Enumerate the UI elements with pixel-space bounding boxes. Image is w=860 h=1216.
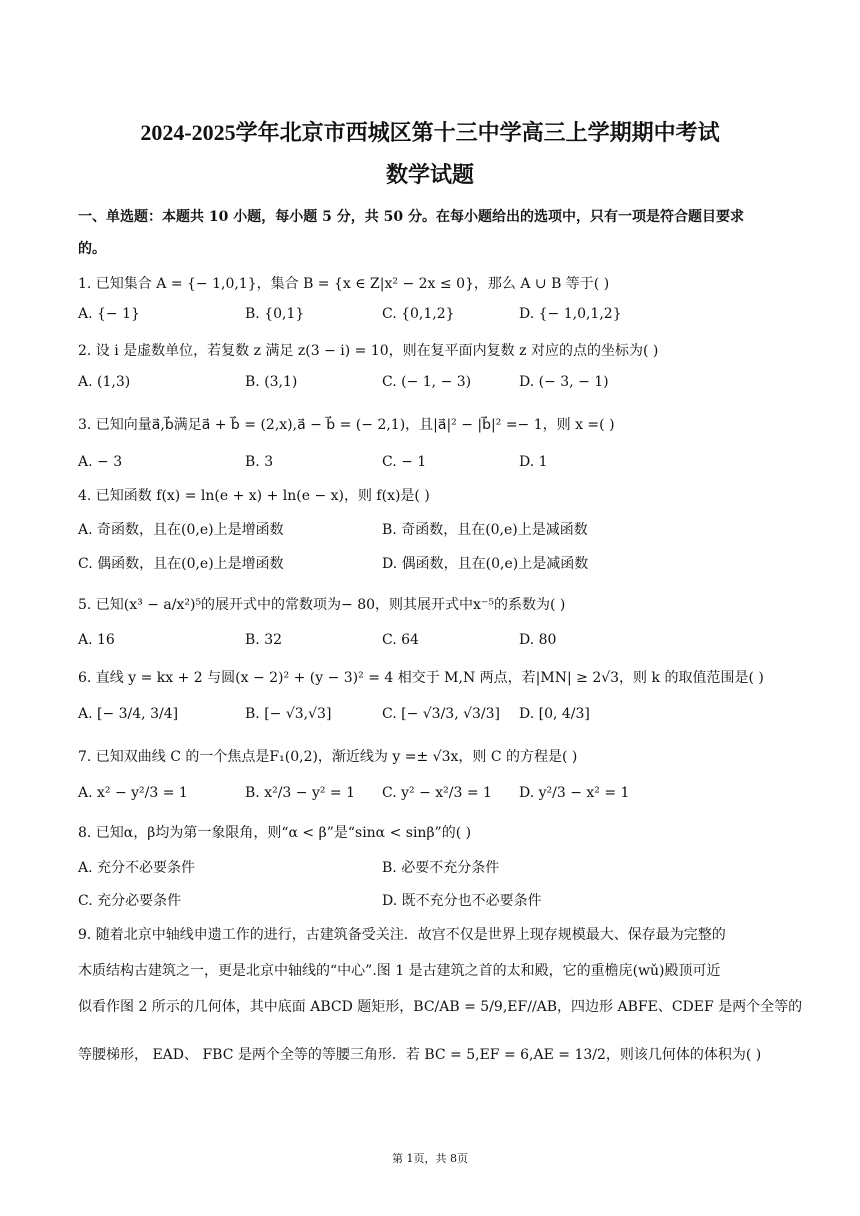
question-7-stem: 7. 已知双曲线 C 的一个焦点是F₁(0,2)，渐近线为 y =± √3x，则 C 的方程是( ) bbox=[78, 749, 578, 765]
q6-option-b: B. [− √3,√3] bbox=[245, 706, 332, 722]
question-2-stem: 2. 设 i 是虚数单位，若复数 z 满足 z(3 − i) = 10，则在复平面内复数 z 对应的点的坐标为( ) bbox=[78, 343, 659, 359]
q2-option-d: D. (− 3, − 1) bbox=[519, 374, 609, 390]
q8-option-a: A. 充分不必要条件 bbox=[78, 860, 196, 876]
section-heading: 一、单选题：本题共 10 小题，每小题 5 分，共 50 分。在每小题给出的选项中，只有一项是符合题目要求 bbox=[78, 209, 744, 225]
q3-option-b: B. 3 bbox=[245, 454, 274, 470]
q3-option-d: D. 1 bbox=[519, 454, 548, 470]
q5-option-c: C. 64 bbox=[382, 632, 419, 648]
q7-option-a: A. x² − y²/3 = 1 bbox=[78, 785, 188, 801]
question-9-line-1: 9. 随着北京中轴线申遗工作的进行，古建筑备受关注．故宫不仅是世界上现存规模最大、保存最为完整的 bbox=[78, 927, 726, 943]
question-1-stem: 1. 已知集合 A = {− 1,0,1}，集合 B = {x ∈ Z|x² − 2x ≤ 0}，那么 A ∪ B 等于( ) bbox=[78, 276, 610, 292]
question-4-stem: 4. 已知函数 f(x) = ln(e + x) + ln(e − x)，则 f(x)是( ) bbox=[78, 488, 430, 504]
q3-option-a: A. − 3 bbox=[78, 454, 123, 470]
q1-option-d: D. {− 1,0,1,2} bbox=[519, 306, 622, 322]
q6-option-a: A. [− 3/4, 3/4] bbox=[78, 706, 179, 722]
question-8-stem: 8. 已知α，β均为第一象限角，则“α < β”是“sinα < sinβ”的( ) bbox=[78, 825, 472, 841]
q8-option-b: B. 必要不充分条件 bbox=[382, 860, 500, 876]
q3-option-c: C. − 1 bbox=[382, 454, 427, 470]
q7-option-d: D. y²/3 − x² = 1 bbox=[519, 785, 630, 801]
q1-option-c: C. {0,1,2} bbox=[382, 306, 455, 322]
q4-option-a: A. 奇函数，且在(0,e)上是增函数 bbox=[78, 522, 284, 538]
q2-option-b: B. (3,1) bbox=[245, 374, 298, 390]
q6-option-d: D. [0, 4/3] bbox=[519, 706, 590, 722]
q4-option-b: B. 奇函数，且在(0,e)上是减函数 bbox=[382, 522, 588, 538]
exam-subtitle: 数学试题 bbox=[385, 162, 474, 187]
page-footer: 第 1页，共 8页 bbox=[392, 1152, 468, 1165]
question-9-line-2: 木质结构古建筑之一，更是北京中轴线的“中心”.图 1 是古建筑之首的太和殿，它的重檐庑(wǔ)殿顶可近 bbox=[78, 963, 721, 979]
q7-option-c: C. y² − x²/3 = 1 bbox=[382, 785, 492, 801]
q5-option-b: B. 32 bbox=[245, 632, 283, 648]
q4-option-d: D. 偶函数，且在(0,e)上是减函数 bbox=[382, 556, 589, 572]
question-5-stem: 5. 已知(x³ − a/x²)⁵的展开式中的常数项为− 80，则其展开式中x⁻⁵的系数为( ) bbox=[78, 597, 566, 613]
exam-title: 2024-2025学年北京市西城区第十三中学高三上学期期中考试 bbox=[140, 120, 720, 145]
q5-option-d: D. 80 bbox=[519, 632, 557, 648]
question-9-line-4: 等腰梯形， EAD、 FBC 是两个全等的等腰三角形．若 BC = 5,EF = 6,AE = 13/2，则该几何体的体积为( ) bbox=[78, 1047, 762, 1063]
section-heading-cont: 的。 bbox=[78, 241, 106, 257]
q8-option-d: D. 既不充分也不必要条件 bbox=[382, 893, 542, 909]
question-9-line-3: 似看作图 2 所示的几何体，其中底面 ABCD 题矩形，BC/AB = 5/9,EF//AB，四边形 ABFE、CDEF 是两个全等的 bbox=[78, 999, 803, 1015]
q4-option-c: C. 偶函数，且在(0,e)上是增函数 bbox=[78, 556, 284, 572]
q1-option-b: B. {0,1} bbox=[245, 306, 305, 322]
question-6-stem: 6. 直线 y = kx + 2 与圆(x − 2)² + (y − 3)² = 4 相交于 M,N 两点，若|MN| ≥ 2√3，则 k 的取值范围是( ) bbox=[78, 670, 764, 686]
q7-option-b: B. x²/3 − y² = 1 bbox=[245, 785, 356, 801]
q6-option-c: C. [− √3/3, √3/3] bbox=[382, 706, 501, 722]
q5-option-a: A. 16 bbox=[78, 632, 115, 648]
q1-option-a: A. {− 1} bbox=[78, 306, 140, 322]
question-3-stem: 3. 已知向量a⃗,b⃗满足a⃗ + b⃗ = (2,x),a⃗ − b⃗ = (− 2,1)，且|a⃗|² − |b⃗|² =− 1，则 x =( ) bbox=[78, 417, 615, 433]
q2-option-c: C. (− 1, − 3) bbox=[382, 374, 472, 390]
q2-option-a: A. (1,3) bbox=[78, 374, 131, 390]
q8-option-c: C. 充分必要条件 bbox=[78, 893, 182, 909]
